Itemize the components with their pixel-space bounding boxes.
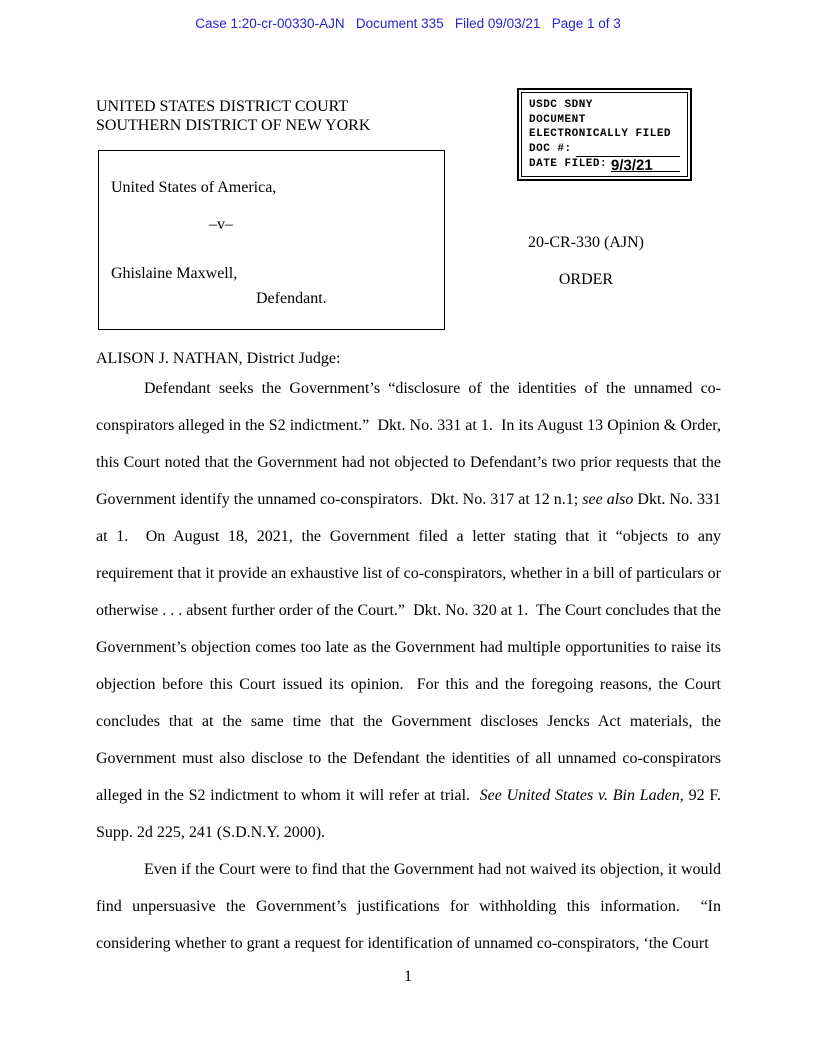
stamp-line-usdc: USDC SDNY <box>529 99 593 111</box>
body-paragraph-1: Defendant seeks the Government’s “disclosure of the identities of the unnamed co-conspirators alleged in the S2 indictment.” Dkt. No. 331 at 1. In its August 13 Opinion & Order, this Court noted that the Government had not objected to Defendant’s two prior requests that the Government identify the unnamed co-conspirators. Dkt. No. 317 at 12 n.1; see also Dkt. No. 331 at 1. On August 18, 2021, the Government filed a letter stating that it “objects to any requirement that it provide an exhaustive list of co-conspirators, whether in a bill of particulars or otherwise . . . absent further order of the Court.” Dkt. No. 320 at 1. The Court concludes that the Government’s objection comes too late as the Government had multiple opportunities to raise its objection before this Court issued its opinion. For this and the foregoing reasons, the Court concludes that at the same time that the Government discloses Jencks Act materials, the Government must also disclose to the Defendant the identities of all unnamed co-conspirators alleged in the S2 indictment to whom it will refer at trial. See United States v. Bin Laden, 92 F. Supp. 2d 225, 241 (S.D.N.Y. 2000). <box>96 380 721 841</box>
page-number: 1 <box>404 968 412 985</box>
court-name-block <box>96 97 370 135</box>
date-filed-line <box>611 156 680 174</box>
doc-number-blank-line <box>576 144 680 157</box>
stamp-line-electronically-filed: ELECTRONICALLY FILED <box>529 128 672 140</box>
body-paragraph-2: Even if the Court were to find that the Government had not waived its objection, it would find unpersuasive the Government’s justifications for withholding this information. “In considering whether to grant a request for identification of unnamed co-conspirators, ‘the Court <box>96 861 721 952</box>
stamp-date-filed-row <box>529 157 680 172</box>
filed-stamp <box>517 88 692 181</box>
court-name-line2: SOUTHERN DISTRICT OF NEW YORK <box>96 117 371 134</box>
versus-separator: –v– <box>209 216 233 233</box>
stamp-date-filed-label: DATE FILED: <box>529 158 608 170</box>
case-caption-box <box>98 150 445 330</box>
case-number: 20-CR-330 (AJN) <box>528 234 644 251</box>
filed-stamp-inner <box>521 92 688 177</box>
stamp-line-document: DOCUMENT <box>529 113 586 126</box>
defendant-label: Defendant. <box>256 290 327 307</box>
defendant-name: Ghislaine Maxwell, <box>111 265 238 282</box>
court-name-line1: UNITED STATES DISTRICT COURT <box>96 98 349 115</box>
stamp-doc-number-row <box>529 142 680 157</box>
stamp-doc-number-label: DOC #: <box>529 143 572 155</box>
order-title: ORDER <box>558 271 614 288</box>
ecf-header: Case 1:20-cr-00330-AJN Document 335 Filed 09/03/21 Page 1 of 3 <box>195 16 621 31</box>
date-filed-value: 9/3/21 <box>611 156 653 174</box>
case-info-block <box>520 233 652 290</box>
judge-line: ALISON J. NATHAN, District Judge: <box>96 350 341 367</box>
body-text <box>96 370 721 962</box>
plaintiff-name: United States of America, <box>111 179 277 196</box>
